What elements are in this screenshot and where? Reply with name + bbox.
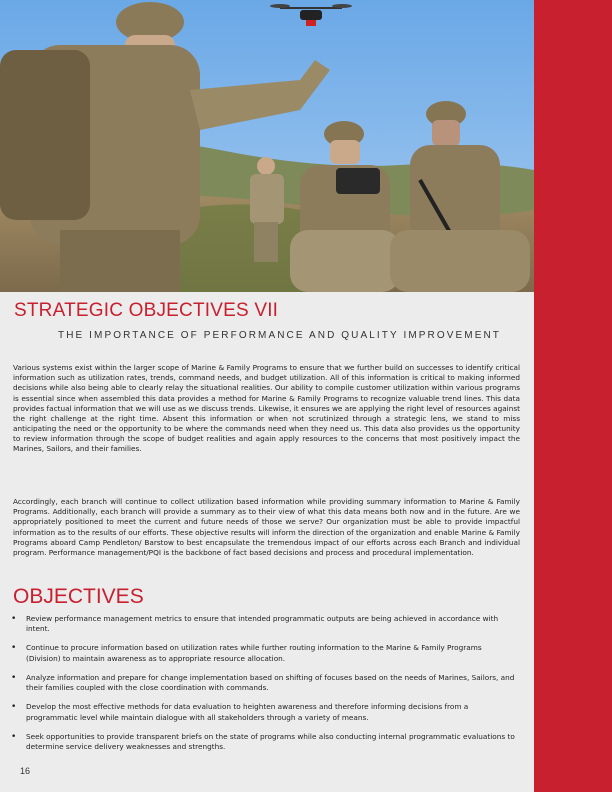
page-title: STRATEGIC OBJECTIVES VII (14, 300, 279, 321)
bullet-icon: • (11, 614, 17, 624)
list-item (11, 732, 516, 753)
list-item (11, 643, 516, 664)
body-paragraph-1: Various systems exist within the larger scope of Marine & Family Programs to ensure that we further build on successes to identify critical information such as utilization rates, trends, command needs, and budget utilization. All of this information is critical to making informed decisions while also being able to clearly relay the situational realities. Our ability to compile customer utilization within various programs is essential since when assembled this data provides a method for Marine & Family Programs to recognize valuable trend lines. This data provides factual information that we will use as we discuss trends. Likewise, it ensures we are applying the right level of resources against the right challenge at the right time. Absent this information or when not scrutinized through a strategic lens, we stand to miss anticipating the need or the opportunity to be where the commands need when they need us. This data also provides us the opportunity to review information through the scope of budget realities and again apply resources to the concerns that most positively impact the Marines, Sailors, and their families. (13, 363, 520, 454)
page-number: 16 (20, 766, 31, 776)
objective-text: Analyze information and prepare for change implementation based on shifting of focuses based on the needs of Marines, Sailors, and their families coupled with the close coordination with commands. (26, 672, 515, 693)
page-subtitle: THE IMPORTANCE OF PERFORMANCE AND QUALITY IMPROVEMENT (58, 330, 502, 341)
list-item (11, 614, 516, 635)
objective-text: Develop the most effective methods for data evaluation to heighten awareness and therefore informing decisions from a programmatic level while maintain dialogue with all stakeholders through a variety of means. (26, 702, 469, 722)
bullet-icon: • (11, 672, 17, 683)
hero-photo (0, 0, 534, 292)
list-item (11, 673, 516, 694)
bullet-icon: • (11, 731, 17, 742)
red-side-bar (534, 0, 612, 792)
body-paragraph-2: Accordingly, each branch will continue to collect utilization based information while providing summary information to Marine & Family Programs. Additionally, each branch will provide a summary as to their view of what this data means both now and in the future. Are we appropriately positioned to meet the current and future needs of those we serve? Our organization must be able to provide impactful information as to the results of our efforts. These objective results will inform the direction of the organization and enable Marine & Family Programs aboard Camp Pendleton/ Barstow to best encapsulate the tremendous impact of our efforts across each Branch and individual program. Performance management/PQI is the backbone of fact based decisions and process and procedural implementation. (13, 497, 520, 557)
bullet-icon: • (11, 702, 17, 713)
objectives-heading: OBJECTIVES (13, 585, 144, 608)
objective-text: Seek opportunities to provide transparent briefs on the state of programs while also conducting internal programmatic evaluations to determine service delivery weaknesses and strengths. (26, 731, 515, 752)
bullet-icon: • (11, 643, 17, 654)
list-item (11, 702, 516, 723)
photo-marines-drone-image (0, 0, 534, 292)
objectives-list (11, 614, 516, 761)
objective-text: Continue to procure information based on utilization rates while further routing information to the Marine & Family Programs (Division) to maintain awareness as to appropriate resource allocation. (26, 643, 482, 663)
objective-text: Review performance management metrics to ensure that intended programmatic outputs are being achieved in accordance with intent. (26, 614, 499, 634)
